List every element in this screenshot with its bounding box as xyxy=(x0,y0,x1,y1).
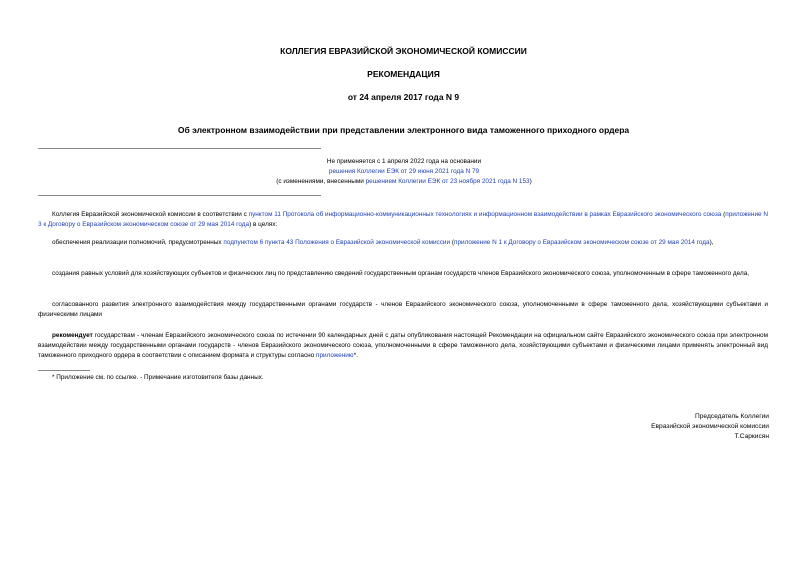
protocol-link[interactable]: пунктом 11 Протокола об информационно-коммуникационных технологиях и информационном взаимодействии в рамках Евразийского экономического союза xyxy=(248,211,722,218)
signature-name: Т.Саркисян xyxy=(734,433,769,440)
status-divider-top xyxy=(38,148,321,149)
repeal-decision-link[interactable]: решения Коллегии ЕЭК от 29 июня 2021 года N 79 xyxy=(328,168,480,175)
status-note-line: Не применяется с 1 апреля 2022 года на основании xyxy=(326,158,482,165)
annex-link[interactable]: приложению xyxy=(316,352,354,359)
document-type-heading: РЕКОМЕНДАЦИЯ xyxy=(367,69,440,79)
paragraph-recommendation: рекомендует государствам - членам Евразийского экономического союза по истечении 90 календарных дней с даты опубликования настоящей Рекомендации на официальном сайте Евразийского экономического союза при электронном взаимодействии между государственными органами государств - членов Евразийского экономического союза, уполномоченными в сфере таможенного дела, хозяйствующими субъектами и физическими лицами применять электронный вид таможенного приходного ордера в соответствии с описанием формата и структуры согласно приложению*. xyxy=(38,332,768,359)
signature-block xyxy=(651,412,769,442)
paragraph-purpose-1: обеспечения реализации полномочий, предусмотренных подпунктом 6 пункта 43 Положения о Евразийской экономической комиссии (приложение N 1 к Договору о Евразийском экономическом союзе от 29 мая 2014 года), xyxy=(52,239,714,246)
status-divider-bottom xyxy=(38,195,321,196)
paragraph-purpose-2: создания равных условий для хозяйствующих субъектов и физических лиц по представлению сведений государственным органам государств членов Евразийского экономического союза, уполномоченным в сфере таможенного дела, xyxy=(52,270,750,277)
status-note: Не применяется с 1 апреля 2022 года на основании решения Коллегии ЕЭК от 29 июня 2021 года N 79 (с изменениями, внесенными решением Коллегии ЕЭК от 23 ноября 2021 года N 153) xyxy=(38,157,770,187)
annex3-treaty-link[interactable]: приложение N 3 к Договору о Евразийском экономическом союзе от 29 мая 2014 года xyxy=(38,211,768,228)
commission-regulation-link[interactable]: подпунктом 6 пункта 43 Положения о Евразийской экономической комиссии xyxy=(223,239,451,246)
footnote-divider xyxy=(38,370,90,371)
paragraph-purpose-3: согласованного развития электронного взаимодействия между государственными органами государств - членов Евразийского экономического союза, уполномоченными в сфере таможенного дела, хозяйствующими субъектами и физическими лицами xyxy=(38,301,768,318)
signature-organization: Евразийской экономической комиссии xyxy=(651,423,769,430)
paragraph-preamble: Коллегия Евразийской экономической комиссии в соответствии с пунктом 11 Протокола об информационно-коммуникационных технологиях и информационном взаимодействии в рамках Евразийского экономического союза (приложение N 3 к Договору о Евразийском экономическом союзе от 29 мая 2014 года) в целях: xyxy=(38,211,768,228)
signature-position: Председатель Коллегии xyxy=(695,413,769,420)
amendment-prefix: (с изменениями, внесенными xyxy=(276,178,366,185)
amendment-decision-link[interactable]: решением Коллегии ЕЭК от 23 ноября 2021 года N 153 xyxy=(365,178,530,185)
document-title: Об электронном взаимодействии при представлении электронного вида таможенного приходного ордера xyxy=(177,125,630,135)
annex1-treaty-link[interactable]: приложение N 1 к Договору о Евразийском экономическом союзе от 29 мая 2014 года xyxy=(453,239,710,246)
footnote: * Приложение см. по ссылке. - Примечание изготовителя базы данных. xyxy=(52,374,264,381)
document-date-number: от 24 апреля 2017 года N 9 xyxy=(347,92,460,102)
organization-heading: КОЛЛЕГИЯ ЕВРАЗИЙСКОЙ ЭКОНОМИЧЕСКОЙ КОМИССИИ xyxy=(280,46,527,56)
